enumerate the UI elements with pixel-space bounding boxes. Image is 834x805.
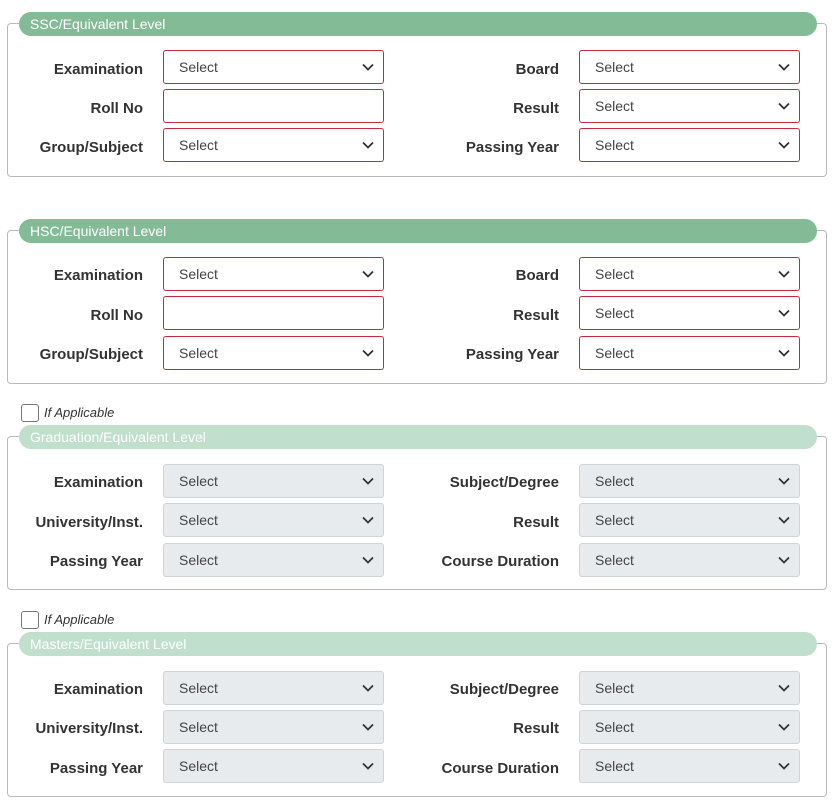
chevron-down-icon xyxy=(778,102,790,110)
chevron-down-icon xyxy=(778,762,790,770)
chevron-down-icon xyxy=(778,349,790,357)
selected-value: Select xyxy=(595,758,634,774)
board-select[interactable] xyxy=(579,50,800,84)
passing-year-select[interactable] xyxy=(579,128,800,162)
roll-no-input[interactable] xyxy=(163,89,384,123)
chevron-down-icon xyxy=(778,477,790,485)
group-subject-label: Group/Subject xyxy=(39,346,143,363)
university-label: University/Inst. xyxy=(35,720,143,737)
chevron-down-icon xyxy=(778,723,790,731)
selected-value: Select xyxy=(179,552,218,568)
section-title: Graduation/Equivalent Level xyxy=(19,425,817,449)
selected-value: Select xyxy=(179,266,218,282)
course-duration-select[interactable] xyxy=(579,749,800,783)
chevron-down-icon xyxy=(362,141,374,149)
masters-section xyxy=(7,636,827,797)
chevron-down-icon xyxy=(362,63,374,71)
section-title: Masters/Equivalent Level xyxy=(19,632,817,656)
selected-value: Select xyxy=(595,98,634,114)
passing-year-select[interactable] xyxy=(163,543,384,577)
course-duration-label: Course Duration xyxy=(441,760,559,777)
passing-year-label: Passing Year xyxy=(465,139,559,156)
result-label: Result xyxy=(513,720,559,737)
roll-no-label: Roll No xyxy=(90,100,143,117)
chevron-down-icon xyxy=(362,556,374,564)
selected-value: Select xyxy=(179,719,218,735)
roll-no-input[interactable] xyxy=(163,296,384,330)
examination-select[interactable] xyxy=(163,50,384,84)
selected-value: Select xyxy=(179,680,218,696)
passing-year-label: Passing Year xyxy=(49,760,143,777)
hsc-section xyxy=(7,223,827,384)
selected-value: Select xyxy=(595,59,634,75)
subject-degree-select[interactable] xyxy=(579,671,800,705)
university-select[interactable] xyxy=(163,710,384,744)
selected-value: Select xyxy=(595,345,634,361)
examination-label: Examination xyxy=(53,681,143,698)
chevron-down-icon xyxy=(778,556,790,564)
applicable-label: If Applicable xyxy=(44,612,115,627)
passing-year-label: Passing Year xyxy=(465,346,559,363)
board-select[interactable] xyxy=(579,257,800,291)
selected-value: Select xyxy=(595,512,634,528)
examination-select[interactable] xyxy=(163,464,384,498)
chevron-down-icon xyxy=(362,684,374,692)
selected-value: Select xyxy=(179,59,218,75)
chevron-down-icon xyxy=(778,63,790,71)
passing-year-label: Passing Year xyxy=(49,553,143,570)
university-select[interactable] xyxy=(163,503,384,537)
result-select[interactable] xyxy=(579,503,800,537)
course-duration-label: Course Duration xyxy=(441,553,559,570)
examination-select[interactable] xyxy=(163,671,384,705)
examination-select[interactable] xyxy=(163,257,384,291)
selected-value: Select xyxy=(595,305,634,321)
chevron-down-icon xyxy=(778,141,790,149)
chevron-down-icon xyxy=(778,516,790,524)
passing-year-select[interactable] xyxy=(579,336,800,370)
board-label: Board xyxy=(515,61,559,78)
applicable-label: If Applicable xyxy=(44,405,115,420)
board-label: Board xyxy=(515,267,559,284)
chevron-down-icon xyxy=(362,516,374,524)
selected-value: Select xyxy=(179,512,218,528)
chevron-down-icon xyxy=(362,762,374,770)
result-select[interactable] xyxy=(579,710,800,744)
result-select[interactable] xyxy=(579,296,800,330)
chevron-down-icon xyxy=(778,309,790,317)
selected-value: Select xyxy=(595,680,634,696)
chevron-down-icon xyxy=(362,477,374,485)
selected-value: Select xyxy=(179,758,218,774)
selected-value: Select xyxy=(179,473,218,489)
subject-degree-label: Subject/Degree xyxy=(449,474,559,491)
selected-value: Select xyxy=(595,473,634,489)
result-label: Result xyxy=(513,514,559,531)
examination-label: Examination xyxy=(53,61,143,78)
selected-value: Select xyxy=(595,137,634,153)
masters-applicable-checkbox[interactable] xyxy=(21,611,39,629)
roll-no-label: Roll No xyxy=(90,307,143,324)
subject-degree-label: Subject/Degree xyxy=(449,681,559,698)
university-label: University/Inst. xyxy=(35,514,143,531)
selected-value: Select xyxy=(179,345,218,361)
examination-label: Examination xyxy=(53,267,143,284)
passing-year-select[interactable] xyxy=(163,749,384,783)
group-subject-select[interactable] xyxy=(163,336,384,370)
ssc-section xyxy=(7,16,827,177)
selected-value: Select xyxy=(595,266,634,282)
result-select[interactable] xyxy=(579,89,800,123)
chevron-down-icon xyxy=(778,270,790,278)
graduation-applicable-checkbox[interactable] xyxy=(21,404,39,422)
result-label: Result xyxy=(513,100,559,117)
section-title: SSC/Equivalent Level xyxy=(19,12,817,36)
selected-value: Select xyxy=(179,137,218,153)
course-duration-select[interactable] xyxy=(579,543,800,577)
chevron-down-icon xyxy=(362,270,374,278)
result-label: Result xyxy=(513,307,559,324)
group-subject-label: Group/Subject xyxy=(39,139,143,156)
selected-value: Select xyxy=(595,552,634,568)
section-title: HSC/Equivalent Level xyxy=(19,219,817,243)
examination-label: Examination xyxy=(53,474,143,491)
selected-value: Select xyxy=(595,719,634,735)
graduation-section xyxy=(7,429,827,590)
chevron-down-icon xyxy=(362,723,374,731)
chevron-down-icon xyxy=(778,684,790,692)
chevron-down-icon xyxy=(362,349,374,357)
subject-degree-select[interactable] xyxy=(579,464,800,498)
group-subject-select[interactable] xyxy=(163,128,384,162)
